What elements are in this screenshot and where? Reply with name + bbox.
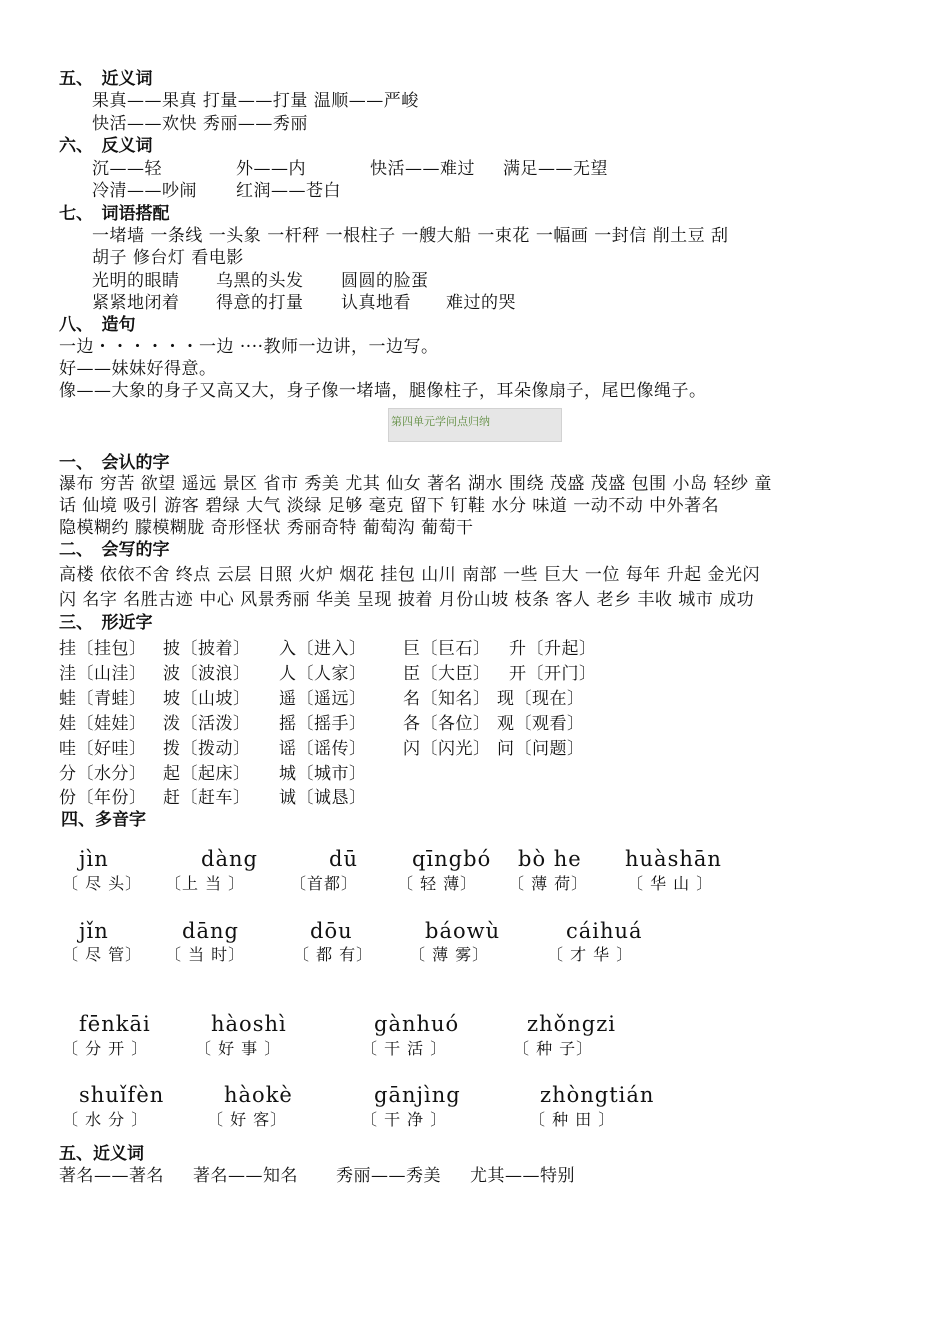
phrase: 圆圆的脸蛋 [341,271,429,291]
section-title-write: 二、 会写的字 [59,540,170,560]
text-line: 隐模糊约 朦模糊胧 奇形怪状 秀丽奇特 葡萄沟 葡萄干 [59,518,474,538]
polyphone-word: 〔 华 山 〕 [627,874,714,893]
similar-char: 起〔起床〕 [163,764,251,784]
pinyin: shuǐfèn [79,1083,165,1107]
synonym-pair: 著名——著名 [59,1166,164,1186]
similar-char: 各〔各位〕 [403,714,491,734]
pinyin: zhòngtián [540,1083,655,1107]
pinyin: fēnkāi [79,1012,151,1036]
pinyin: cáihuá [566,919,643,943]
similar-char: 闪〔闪光〕 [403,739,491,759]
similar-char: 臣〔大臣〕 [403,664,491,684]
polyphone-word: 〔 薄 雾〕 [409,945,490,964]
pinyin: jìn [79,847,109,871]
pinyin: gānjìng [374,1083,461,1107]
section-title-synonyms: 五、 近义词 [59,69,153,89]
similar-char: 哇〔好哇〕 [59,739,147,759]
similar-char: 波〔波浪〕 [163,664,251,684]
section-title-polyphones: 四、多音字 [61,810,146,830]
polyphone-word: 〔 尽 管〕 [62,945,143,964]
text-line: 果真——果真 打量——打量 温顺——严峻 [92,91,419,111]
synonym-pair: 著名——知名 [193,1166,298,1186]
polyphone-word: 〔 干 净 〕 [361,1110,448,1129]
antonym-pair: 沉——轻 [92,159,162,179]
similar-char: 问〔问题〕 [497,739,585,759]
pinyin: dōu [310,919,353,943]
text-line: 话 仙境 吸引 游客 碧绿 大气 淡绿 足够 毫克 留下 钉鞋 水分 味道 一动不动 中外著名 [59,496,720,516]
text-line: 闪 名字 名胜古迹 中心 风景秀丽 华美 呈现 披着 月份山坡 枝条 客人 老乡 丰收 城市 成功 [59,590,755,610]
polyphone-word: 〔首都〕 [290,874,359,893]
similar-char: 拨〔拨动〕 [163,739,251,759]
polyphone-word: 〔 轻 薄〕 [397,874,478,893]
antonym-pair: 红润——苍白 [236,181,341,201]
similar-char: 赶〔赶车〕 [163,788,251,808]
polyphone-word: 〔 种 子〕 [513,1039,594,1058]
polyphone-word: 〔 好 客〕 [207,1110,288,1129]
text-line: 胡子 修台灯 看电影 [92,248,244,268]
similar-char: 蛙〔青蛙〕 [59,689,147,709]
similar-char: 诚〔诚恳〕 [279,788,367,808]
pinyin: zhǒngzi [527,1012,616,1036]
text-line: 像——大象的身子又高又大，身子像一堵墙，腿像柱子，耳朵像扇子，尾巴像绳子。 [59,381,707,401]
similar-char: 娃〔娃娃〕 [59,714,147,734]
section-title-synonyms-2: 五、近义词 [59,1144,144,1164]
polyphone-word: 〔 好 事 〕 [195,1039,282,1058]
antonym-pair: 快活——难过 [370,159,475,179]
similar-char: 入〔进入〕 [279,639,367,659]
similar-char: 遥〔遥远〕 [279,689,367,709]
similar-char: 坡〔山坡〕 [163,689,251,709]
similar-char: 份〔年份〕 [59,788,147,808]
similar-char: 城〔城市〕 [279,764,367,784]
pinyin: bò he [518,847,582,871]
polyphone-word: 〔 当 时〕 [165,945,246,964]
phrase: 认真地看 [341,293,411,313]
pinyin: hàokè [224,1083,293,1107]
antonym-pair: 冷清——吵闹 [92,181,197,201]
text-line: 瀑布 穷苦 欲望 遥远 景区 省市 秀美 尤其 仙女 著名 湖水 围绕 茂盛 茂盛 包围 小岛 轻纱 童 [59,474,772,494]
antonym-pair: 满足——无望 [503,159,608,179]
polyphone-word: 〔上 当 〕 [165,874,246,893]
synonym-pair: 尤其——特别 [470,1166,575,1186]
polyphone-word: 〔 尽 头〕 [62,874,143,893]
pinyin: dàng [201,847,258,871]
similar-char: 分〔水分〕 [59,764,147,784]
polyphone-word: 〔 种 田 〕 [529,1110,616,1129]
similar-char: 开〔开门〕 [509,664,597,684]
similar-char: 名〔知名〕 [403,689,491,709]
section-title-recognize: 一、 会认的字 [59,453,170,473]
polyphone-word: 〔 才 华 〕 [547,945,634,964]
pinyin: dāng [182,919,239,943]
polyphone-word: 〔 水 分 〕 [62,1110,149,1129]
phrase: 乌黑的头发 [216,271,304,291]
similar-char: 人〔人家〕 [279,664,367,684]
phrase: 难过的哭 [446,293,516,313]
pinyin: jǐn [79,919,109,943]
pinyin: báowù [425,919,501,943]
similar-char: 挂〔挂包〕 [59,639,147,659]
similar-char: 洼〔山洼〕 [59,664,147,684]
section-title-collocation: 七、 词语搭配 [59,204,170,224]
polyphone-word: 〔 薄 荷〕 [508,874,589,893]
text-line: 快活——欢快 秀丽——秀丽 [92,114,308,134]
pinyin: qīngbó [412,847,492,871]
section-title-similar-chars: 三、 形近字 [59,613,153,633]
section-title-antonyms: 六、 反义词 [59,136,153,156]
unit-banner-label: 第四单元学问点归纳 [391,415,490,428]
unit-banner [388,408,562,442]
pinyin: gànhuó [374,1012,460,1036]
phrase: 紧紧地闭着 [92,293,180,313]
text-line: 好——妹妹好得意。 [59,359,217,379]
similar-char: 观〔观看〕 [497,714,585,734]
section-title-sentence: 八、 造句 [59,315,136,335]
similar-char: 披〔披着〕 [163,639,251,659]
phrase: 得意的打量 [216,293,304,313]
text-line: 一边・・・・・・一边 ····教师一边讲，一边写。 [59,337,439,357]
polyphone-word: 〔 分 开 〕 [62,1039,149,1058]
pinyin: hàoshì [211,1012,287,1036]
text-line: 一堵墙 一条线 一头象 一杆秤 一根柱子 一艘大船 一束花 一幅画 一封信 削土豆 刮 [92,226,729,246]
phrase: 光明的眼睛 [92,271,180,291]
similar-char: 升〔升起〕 [509,639,597,659]
similar-char: 泼〔活泼〕 [163,714,251,734]
text-line: 高楼 依依不舍 终点 云层 日照 火炉 烟花 挂包 山川 南部 一些 巨大 一位 每年 升起 金光闪 [59,565,761,585]
polyphone-word: 〔 都 有〕 [293,945,374,964]
pinyin: huàshān [625,847,722,871]
similar-char: 摇〔摇手〕 [279,714,367,734]
similar-char: 谣〔谣传〕 [279,739,367,759]
antonym-pair: 外——内 [236,159,306,179]
synonym-pair: 秀丽——秀美 [336,1166,441,1186]
similar-char: 巨〔巨石〕 [403,639,491,659]
similar-char: 现〔现在〕 [497,689,585,709]
polyphone-word: 〔 干 活 〕 [361,1039,448,1058]
pinyin: dū [329,847,358,871]
